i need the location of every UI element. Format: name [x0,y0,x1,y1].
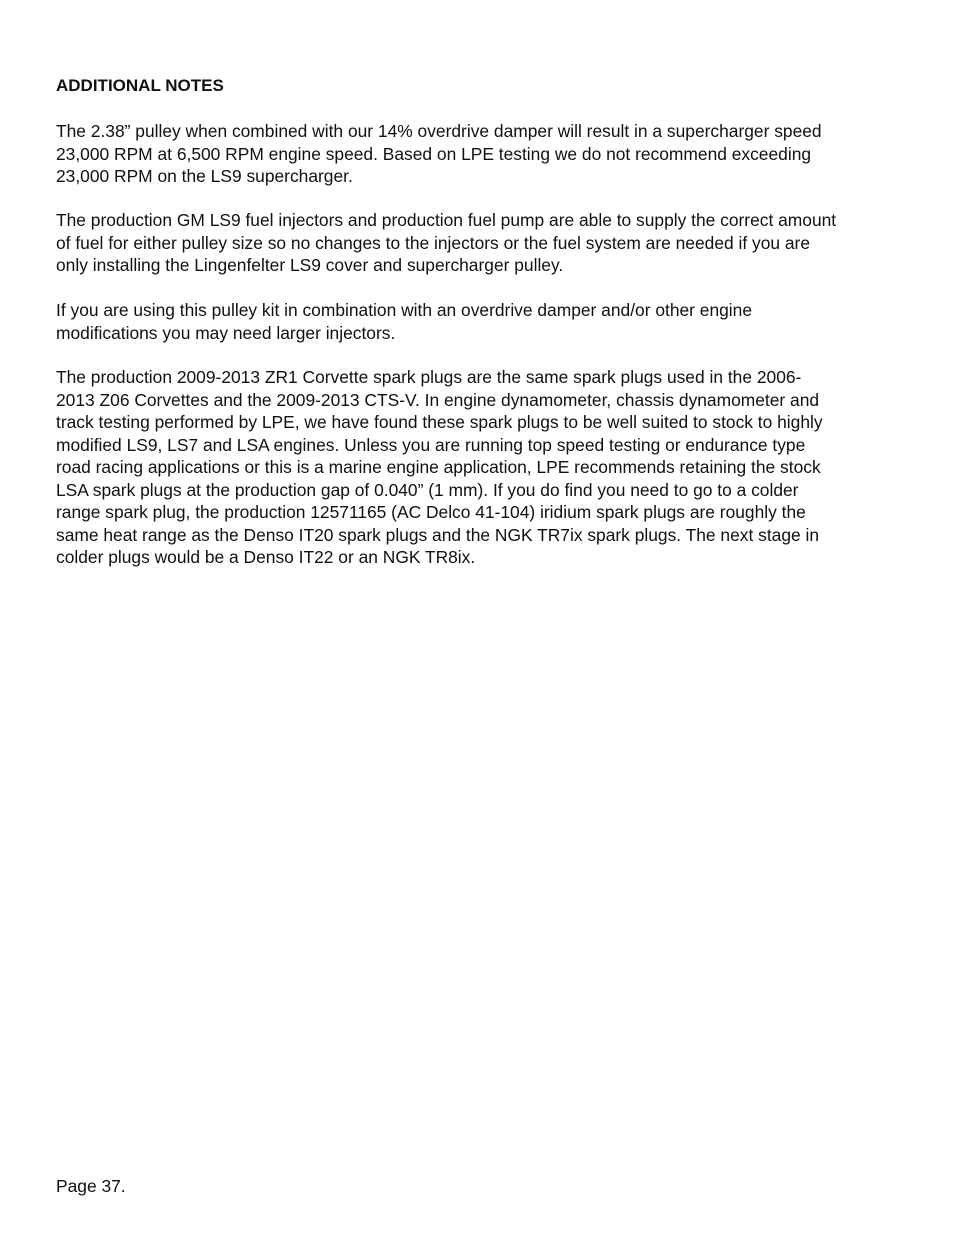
paragraph-line: LSA spark plugs at the production gap of 0.040” (1 mm). If you do find you need to go to a colder [56,479,799,500]
paragraph-pulley-speed [56,120,906,188]
paragraph-line: 23,000 RPM at 6,500 RPM engine speed. Based on LPE testing we do not recommend exceeding [56,143,812,164]
paragraph-line: colder plugs would be a Denso IT22 or an NGK TR8ix. [56,547,476,567]
paragraph-line: of fuel for either pulley size so no changes to the injectors or the fuel system are needed if you are [56,232,811,253]
paragraph-line: The 2.38” pulley when combined with our 14% overdrive damper will result in a supercharger speed [56,121,822,141]
paragraph-fuel-injectors [56,209,906,277]
paragraph-line: only installing the Lingenfelter LS9 cover and supercharger pulley. [56,255,564,275]
paragraph-line: modifications you may need larger injectors. [56,322,396,343]
paragraph-line: The production 2009-2013 ZR1 Corvette spark plugs are the same spark plugs used in the 2006- [56,367,802,387]
paragraph-line: 2013 Z06 Corvettes and the 2009-2013 CTS-V. In engine dynamometer, chassis dynamometer and [56,389,820,410]
paragraph-line: If you are using this pulley kit in combination with an overdrive damper and/or other engine [56,300,753,320]
paragraph-line: modified LS9, LS7 and LSA engines. Unless you are running top speed testing or endurance type [56,434,806,455]
paragraph-line: 23,000 RPM on the LS9 supercharger. [56,166,353,186]
section-heading: ADDITIONAL NOTES [56,76,224,95]
page-number: Page 37. [56,1176,126,1196]
paragraph-line: same heat range as the Denso IT20 spark plugs and the NGK TR7ix spark plugs. The next stage in [56,524,820,545]
paragraph-spark-plugs [56,366,906,569]
paragraph-larger-injectors [56,299,906,344]
paragraph-line: track testing performed by LPE, we have found these spark plugs to be well suited to stock to highly [56,412,823,432]
paragraph-line: road racing applications or this is a marine engine application, LPE recommends retaining the stock [56,457,821,477]
paragraph-line: range spark plug, the production 12571165 (AC Delco 41-104) iridium spark plugs are roughly the [56,502,806,522]
paragraph-line: The production GM LS9 fuel injectors and production fuel pump are able to supply the correct amount [56,210,837,230]
